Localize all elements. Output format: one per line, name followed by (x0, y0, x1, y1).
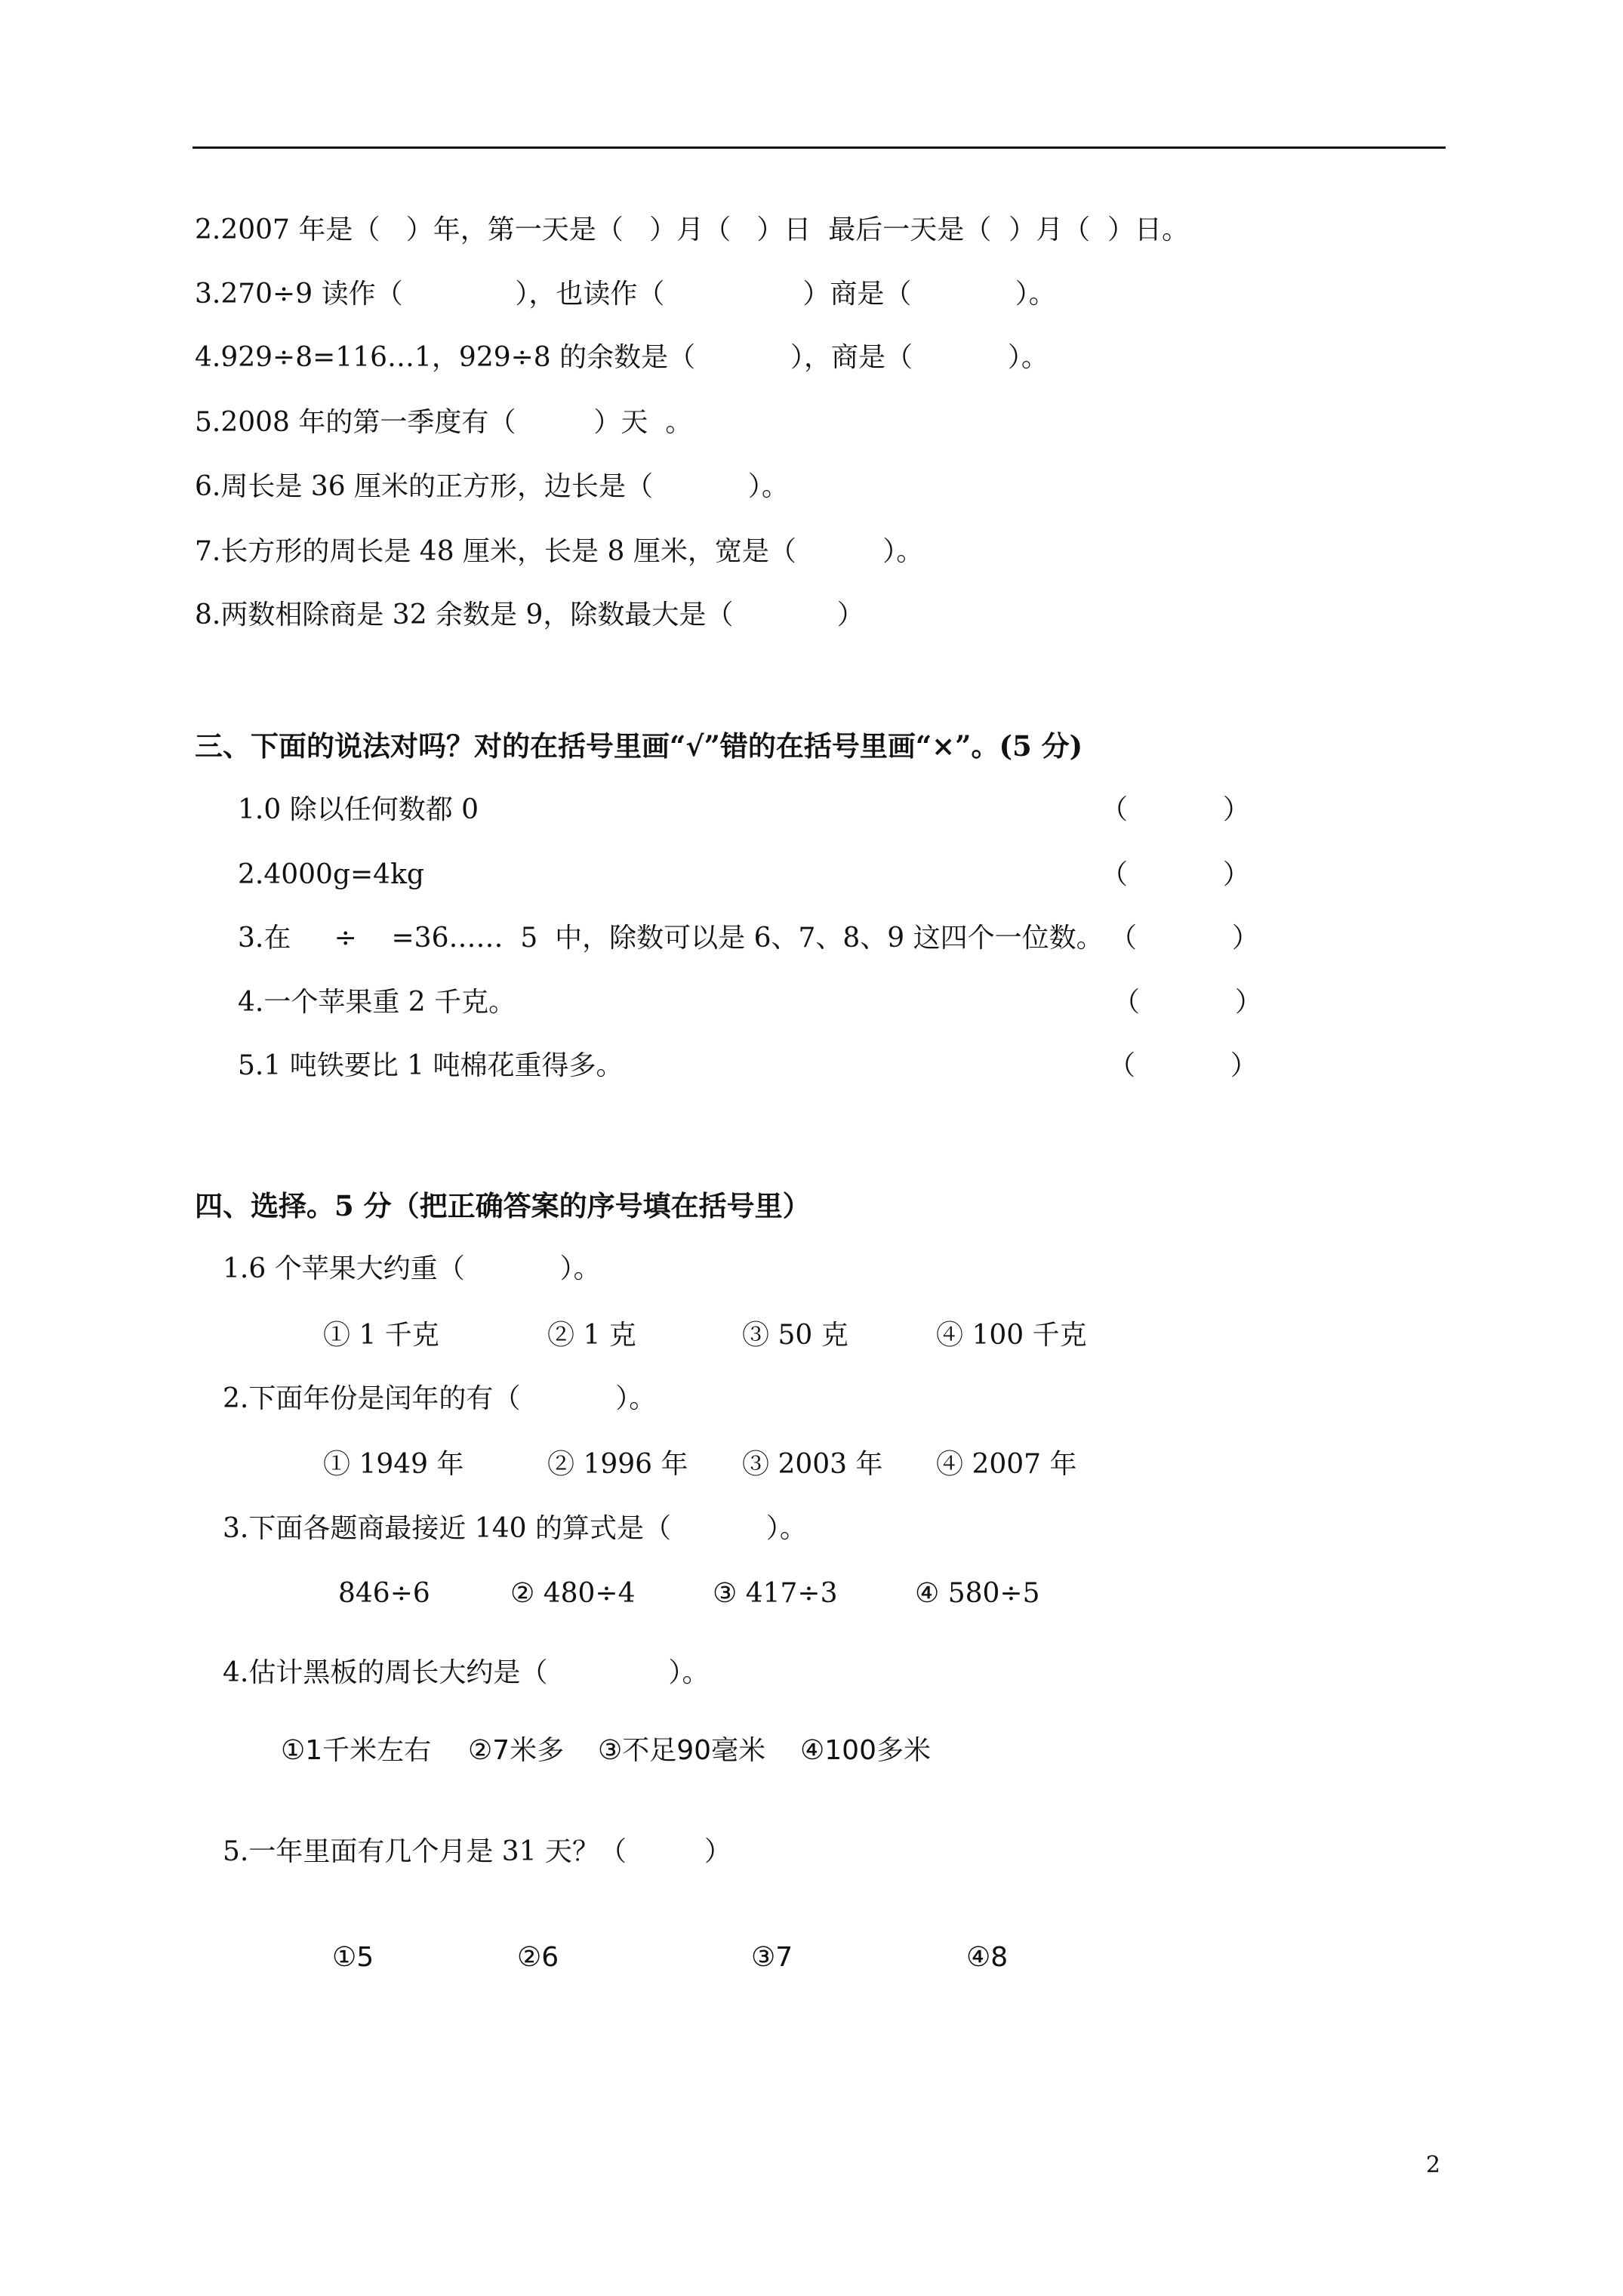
judge-item-4: 4.一个苹果重 2 千克。 (238, 987, 516, 1018)
section-3-heading: 三、下面的说法对吗？对的在括号里画“√”错的在括号里画“×”。(5 分) (195, 729, 1083, 763)
judge-answer-paren-3: （ ） (1110, 923, 1259, 954)
choice-4-option-3: ③不足90毫米 (598, 1735, 766, 1766)
judge-item-2: 2.4000g=4kg (238, 859, 424, 890)
choice-question-2: 2.下面年份是闰年的有（ ）。 (223, 1383, 657, 1414)
fill-blank-item-2: 2.2007 年是（ ）年，第一天是（ ）月（ ）日 最后一天是（ ）月（ ）日。 (195, 214, 1190, 245)
fill-blank-item-3: 3.270÷9 读作（ ），也读作（ ）商是（ ）。 (195, 279, 1056, 310)
judge-item-3: 3.在 ÷ =36…… 5 中，除数可以是 6、7、8、9 这四个一位数。 (238, 923, 1104, 954)
choice-2-option-4: ④ 2007 年 (936, 1449, 1077, 1480)
header-rule (192, 146, 1446, 149)
choice-2-option-2: ② 1996 年 (547, 1449, 688, 1480)
fill-blank-item-6: 6.周长是 36 厘米的正方形，边长是（ ）。 (195, 471, 789, 502)
choice-1-option-1: ① 1 千克 (323, 1320, 439, 1351)
judge-item-5: 5.1 吨铁要比 1 吨棉花重得多。 (238, 1050, 624, 1081)
choice-3-option-2: ② 480÷4 (510, 1578, 636, 1609)
judge-answer-paren-1: （ ） (1101, 794, 1250, 825)
choice-4-option-4: ④100多米 (800, 1735, 931, 1766)
judge-answer-paren-5: （ ） (1108, 1050, 1258, 1081)
fill-blank-item-7: 7.长方形的周长是 48 厘米，长是 8 厘米，宽是（ ）。 (195, 536, 924, 567)
fill-blank-item-8: 8.两数相除商是 32 余数是 9，除数最大是（ ） (195, 599, 864, 630)
judge-answer-paren-2: （ ） (1101, 859, 1250, 890)
choice-5-option-3: ③7 (751, 1942, 793, 1973)
judge-answer-paren-4: （ ） (1113, 987, 1262, 1018)
choice-question-5: 5.一年里面有几个月是 31 天？（ ） (223, 1836, 732, 1867)
section-4-heading: 四、选择。5 分（把正确答案的序号填在括号里） (195, 1189, 811, 1222)
choice-2-option-3: ③ 2003 年 (742, 1449, 883, 1480)
choice-4-option-2: ②7米多 (468, 1735, 565, 1766)
choice-3-option-3: ③ 417÷3 (713, 1578, 838, 1609)
choice-2-option-1: ① 1949 年 (323, 1449, 464, 1480)
page-number: 2 (1426, 2152, 1441, 2178)
choice-3-option-1: 846÷6 (338, 1578, 430, 1609)
choice-5-option-1: ①5 (332, 1942, 374, 1973)
choice-question-4: 4.估计黑板的周长大约是（ ）。 (223, 1657, 710, 1688)
choice-5-option-2: ②6 (517, 1942, 559, 1973)
judge-item-1: 1.0 除以任何数都 0 (238, 794, 479, 825)
choice-question-3: 3.下面各题商最接近 140 的算式是（ ）。 (223, 1513, 807, 1544)
choice-4-option-1: ①1千米左右 (281, 1735, 432, 1766)
fill-blank-item-5: 5.2008 年的第一季度有（ ）天 。 (195, 407, 693, 438)
choice-question-1: 1.6 个苹果大约重（ ）。 (223, 1253, 601, 1284)
choice-3-option-4: ④ 580÷5 (915, 1578, 1040, 1609)
choice-1-option-4: ④ 100 千克 (936, 1320, 1087, 1351)
choice-1-option-3: ③ 50 克 (742, 1320, 848, 1351)
fill-blank-item-4: 4.929÷8=116…1，929÷8 的余数是（ ），商是（ ）。 (195, 342, 1049, 373)
choice-5-option-4: ④8 (966, 1942, 1009, 1973)
choice-1-option-2: ② 1 克 (547, 1320, 636, 1351)
